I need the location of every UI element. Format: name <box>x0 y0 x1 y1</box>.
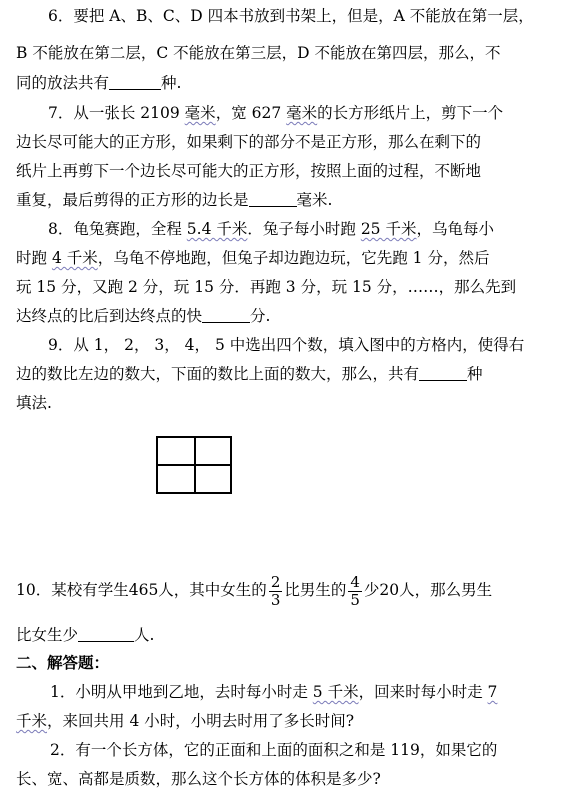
p2-line-2: 长、宽、高都是质数，那么这个长方体的体积是多少? <box>16 770 381 788</box>
p2-line-1: 2．有一个长方体，它的正面和上面的面积之和是 119，如果它的 <box>50 741 498 759</box>
q9-line-3: 填法. <box>16 394 52 412</box>
q8-line-1: 8．龟兔赛跑，全程 5.4 千米．兔子每小时跑 25 千米，乌龟每小 <box>48 220 494 238</box>
q8-line-3: 玩 15 分，又跑 2 分，玩 15 分．再跑 3 分，玩 15 分，……，那么先到 <box>16 278 517 296</box>
two-by-two-grid <box>156 436 232 494</box>
answer-blank <box>419 366 467 381</box>
p1-line-2: 千米，来回共用 4 小时，小明去时用了多长时间? <box>16 712 355 730</box>
q10-line-1: 10．某校有学生465人，其中女生的 $\frac{2}{3}$ 比男生的 $\frac{4}{5}$ 少20人，那么男生 <box>16 572 493 609</box>
q9-line-2: 边的数比左边的数大，下面的数比上面的数大，那么，共有 种 <box>16 365 483 383</box>
q7-line-4: 重复，最后剪得的正方形的边长是 毫米. <box>16 191 333 209</box>
q10-line-2: 比女生少 人. <box>16 626 155 644</box>
section-heading: 二、解答题： <box>16 653 110 672</box>
q8-line-4: 达终点的比后到达终点的快 分. <box>16 307 271 325</box>
q7-line-2: 边长尽可能大的正方形，如果剩下的部分不是正方形，那么在剩下的 <box>16 133 482 151</box>
p1-line-1: 1．小明从甲地到乙地，去时每小时走 5 千米，回来时每小时走 7 <box>50 683 498 701</box>
q7-line-1: 7．从一张长 2109 毫米，宽 627 毫米的长方形纸片上，剪下一个 <box>48 104 504 122</box>
answer-blank <box>202 308 250 323</box>
q6-line-3: 同的放法共有 种. <box>16 74 182 92</box>
fraction-four-fifths: $\frac{4}{5}$ <box>350 572 360 609</box>
grid-horizontal-divider <box>158 464 230 466</box>
q8-line-2: 时跑 4 千米，乌龟不停地跑，但兔子却边跑边玩，它先跑 1 分，然后 <box>16 249 490 267</box>
answer-blank <box>249 192 297 207</box>
q9-line-1: 9．从 1， 2， 3， 4， 5 中选出四个数，填入图中的方格内，使得右 <box>48 336 525 354</box>
answer-blank <box>78 627 134 642</box>
q7-line-3: 纸片上再剪下一个边长尽可能大的正方形，按照上面的过程，不断地 <box>16 162 482 180</box>
fraction-two-thirds: $\frac{2}{3}$ <box>270 572 281 609</box>
q6-line-2: B 不能放在第二层，C 不能放在第三层，D 不能放在第四层，那么，不 <box>16 44 501 62</box>
answer-blank <box>109 75 161 90</box>
q6-line-1: 6．要把 A、B、C、D 四本书放到书架上，但是，A 不能放在第一层， <box>48 7 534 25</box>
